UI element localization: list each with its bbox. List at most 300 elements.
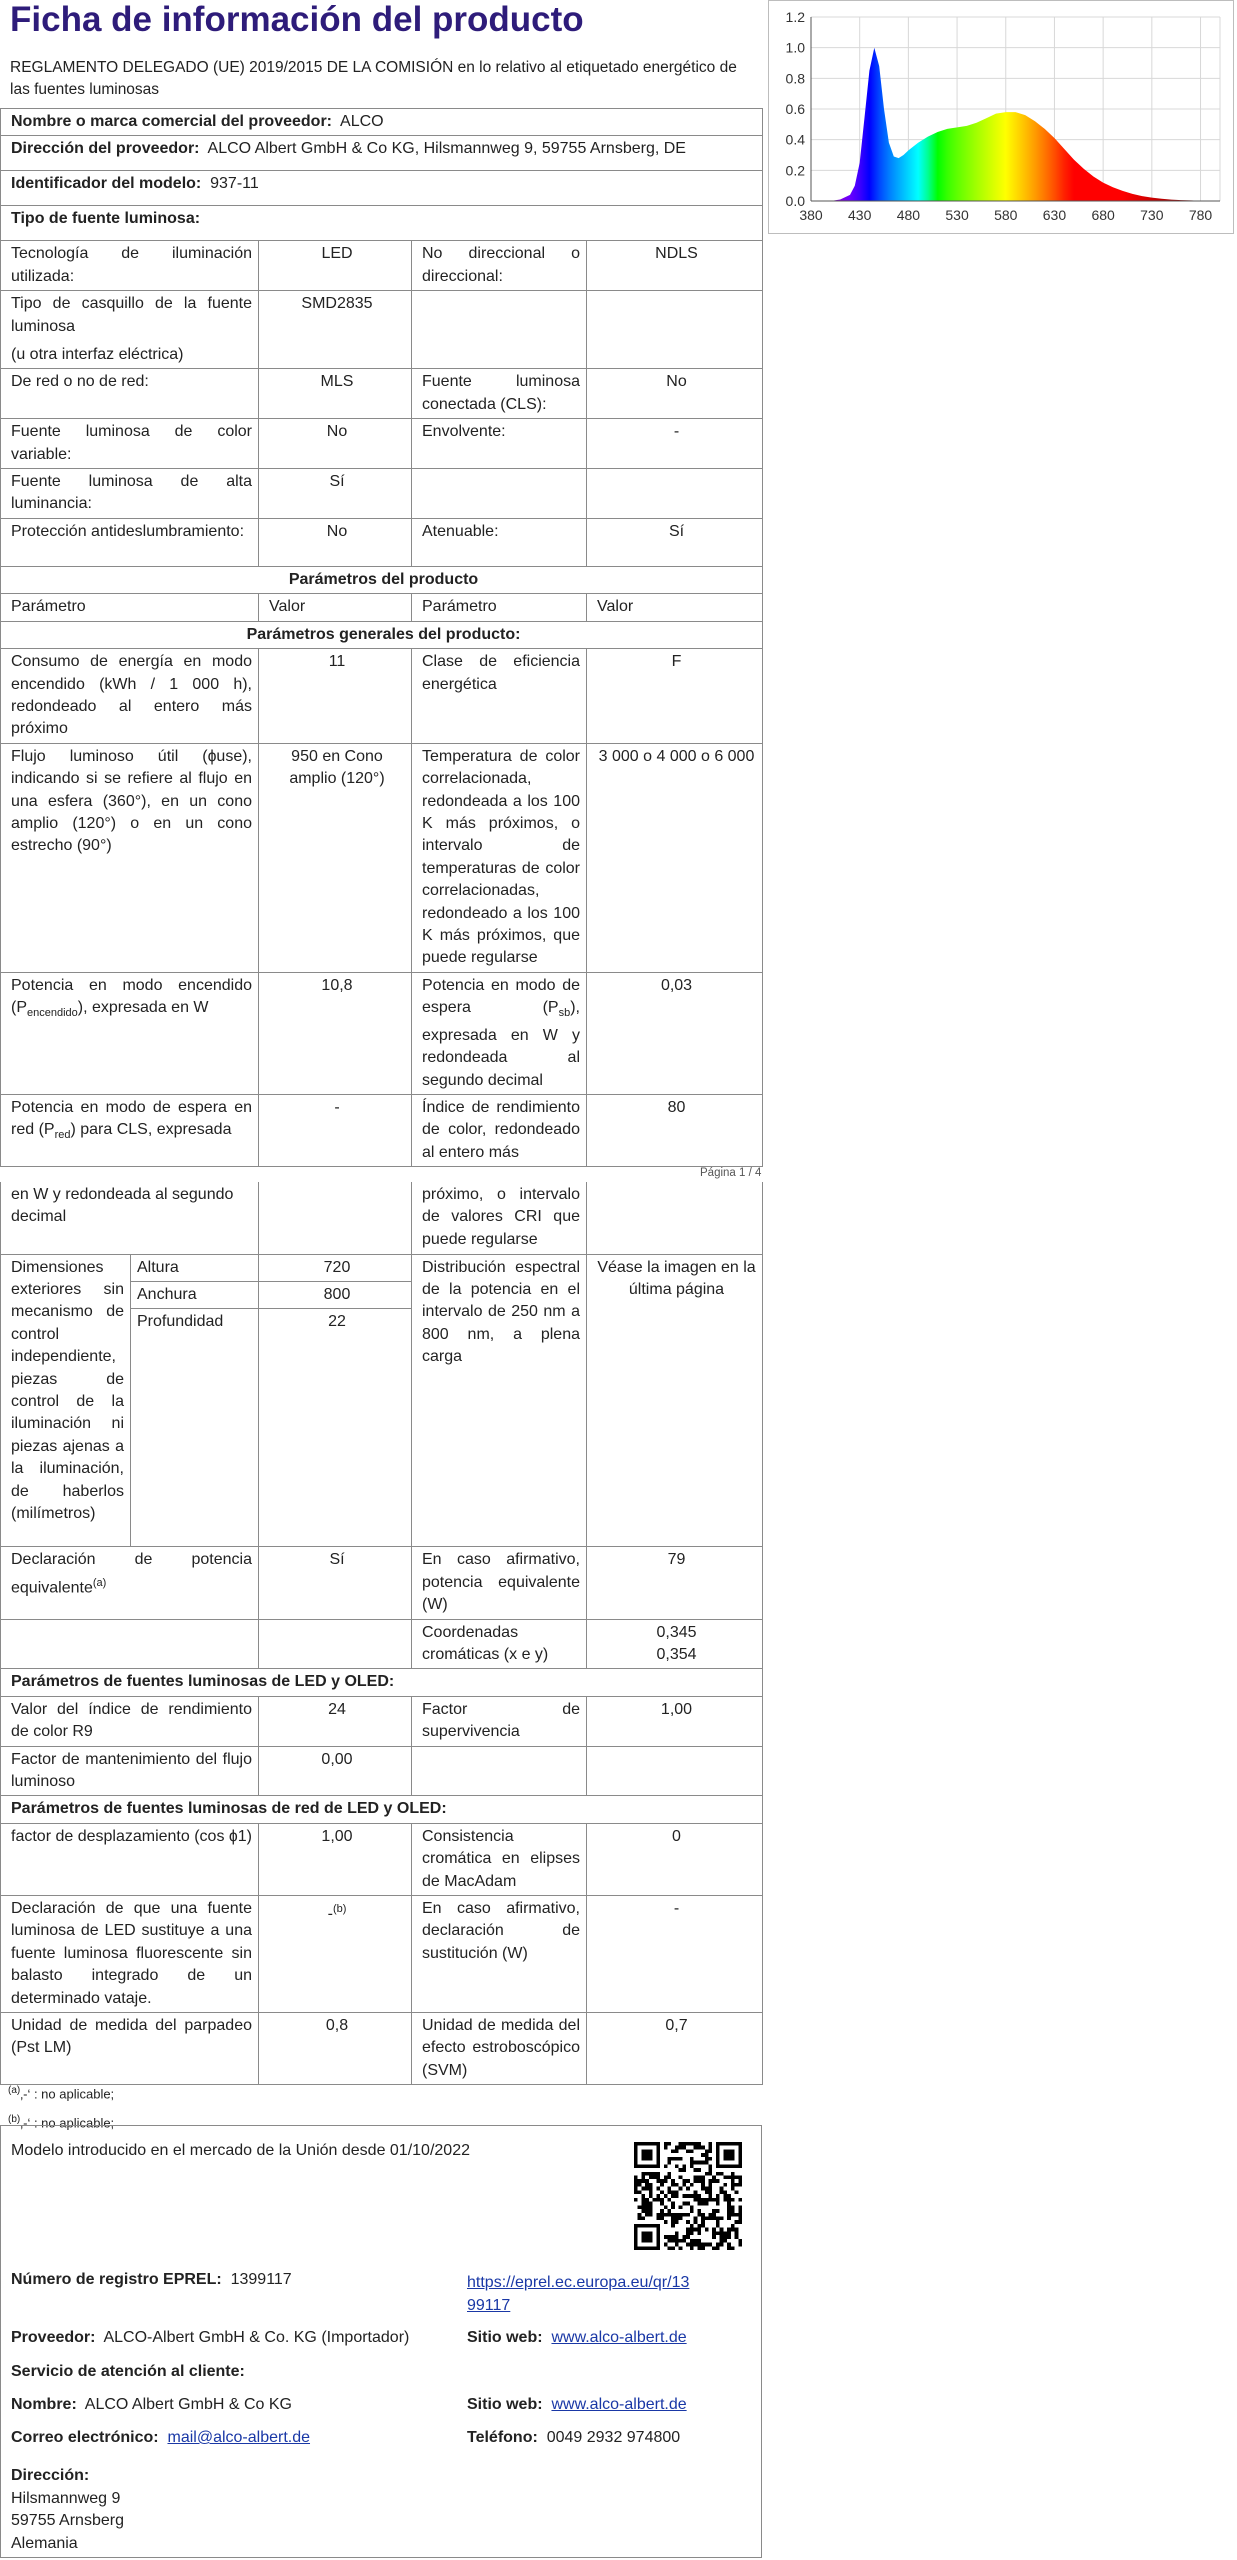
qr-module bbox=[682, 2202, 686, 2206]
qr-module bbox=[653, 2142, 657, 2146]
y-tick-label: 0.2 bbox=[785, 162, 805, 179]
qr-module bbox=[723, 2235, 727, 2239]
table-row: factor de desplazamiento (cos ɸ1) 1,00 Consistencia cromática en elipses de MacAdam 0 bbox=[1, 1823, 763, 1895]
general-parameters-heading: Parámetros generales del producto: bbox=[1, 621, 763, 648]
qr-module bbox=[660, 2202, 664, 2206]
qr-module bbox=[649, 2235, 653, 2239]
market-date: Modelo introducido en el mercado de la Unión desde 01/10/2022 bbox=[11, 2142, 470, 2159]
qr-module bbox=[668, 2246, 672, 2250]
qr-module bbox=[723, 2157, 727, 2161]
eprel-number: Número de registro EPREL: 1399117 bbox=[11, 2271, 292, 2288]
qr-module bbox=[727, 2202, 731, 2206]
qr-module bbox=[634, 2142, 638, 2146]
qr-module bbox=[694, 2190, 698, 2194]
qr-module bbox=[701, 2179, 705, 2183]
column-header-row: Parámetro Valor Parámetro Valor bbox=[1, 594, 763, 621]
qr-module bbox=[731, 2142, 735, 2146]
qr-module bbox=[675, 2213, 679, 2217]
qr-module bbox=[723, 2164, 727, 2168]
x-tick-label: 530 bbox=[945, 207, 969, 223]
qr-module bbox=[634, 2190, 638, 2194]
qr-module bbox=[705, 2161, 709, 2165]
qr-module bbox=[731, 2228, 735, 2232]
qr-module bbox=[716, 2220, 720, 2224]
qr-module bbox=[638, 2224, 642, 2228]
qr-module bbox=[649, 2202, 653, 2206]
qr-module bbox=[697, 2243, 701, 2247]
qr-module bbox=[664, 2142, 668, 2146]
qr-module bbox=[686, 2235, 690, 2239]
eprel-info-box bbox=[0, 2125, 762, 2558]
qr-module bbox=[641, 2176, 645, 2180]
qr-module bbox=[735, 2228, 739, 2232]
qr-module bbox=[649, 2231, 653, 2235]
qr-module bbox=[675, 2231, 679, 2235]
qr-module bbox=[649, 2190, 653, 2194]
qr-module bbox=[720, 2187, 724, 2191]
qr-module bbox=[686, 2220, 690, 2224]
table-row: Declaración de que una fuente luminosa de LED sustituye a una fuente luminosa fluorescente sin balasto integrado de un determinado vataje. -$^{(b)}$ En caso afirmativo, declaración de sustitución (W) - bbox=[1, 1896, 763, 2013]
qr-module bbox=[708, 2187, 712, 2191]
qr-module bbox=[738, 2157, 742, 2161]
qr-module bbox=[716, 2164, 720, 2168]
table-row: Potencia en modo encendido $(P_{encendido})$, expresada en W 10,8 Potencia en modo de espera $(P_{sb})$, expresada en W y redondeada al segundo decimal 0,03 bbox=[1, 972, 763, 1094]
qr-module bbox=[645, 2179, 649, 2183]
qr-module bbox=[697, 2224, 701, 2228]
qr-module bbox=[727, 2243, 731, 2247]
qr-module bbox=[649, 2246, 653, 2250]
qr-module bbox=[731, 2157, 735, 2161]
x-tick-label: 580 bbox=[994, 207, 1018, 223]
qr-module bbox=[720, 2216, 724, 2220]
supplier-website: Sitio web: www.alco-albert.de bbox=[467, 2329, 687, 2346]
qr-module bbox=[682, 2146, 686, 2150]
qr-module bbox=[645, 2239, 649, 2243]
supplier-address-row: Dirección del proveedor: ALCO Albert GmbH & Co KG, Hilsmannweg 9, 59755 Arnsberg, DE bbox=[1, 136, 763, 171]
qr-module bbox=[634, 2149, 638, 2153]
qr-module bbox=[656, 2142, 660, 2146]
qr-module bbox=[720, 2243, 724, 2247]
qr-module bbox=[727, 2216, 731, 2220]
qr-module bbox=[716, 2157, 720, 2161]
qr-module bbox=[690, 2149, 694, 2153]
qr-module bbox=[720, 2190, 724, 2194]
qr-module bbox=[679, 2168, 683, 2172]
qr-module bbox=[671, 2190, 675, 2194]
qr-module bbox=[641, 2194, 645, 2198]
qr-module bbox=[735, 2164, 739, 2168]
qr-module bbox=[671, 2179, 675, 2183]
qr-module bbox=[664, 2146, 668, 2150]
qr-module bbox=[641, 2231, 645, 2235]
qr-module bbox=[701, 2153, 705, 2157]
qr-module bbox=[649, 2183, 653, 2187]
supplier-line: Proveedor: ALCO-Albert GmbH & Co. KG (Importador) bbox=[11, 2329, 410, 2346]
qr-module bbox=[712, 2216, 716, 2220]
qr-module bbox=[649, 2209, 653, 2213]
qr-module bbox=[731, 2183, 735, 2187]
qr-module bbox=[649, 2176, 653, 2180]
qr-module bbox=[701, 2198, 705, 2202]
qr-module bbox=[720, 2172, 724, 2176]
qr-module bbox=[641, 2172, 645, 2176]
table-row: en W y redondeada al segundo decimal próximo, o intervalo de valores CRI que puede regularse bbox=[1, 1182, 763, 1254]
qr-module bbox=[679, 2157, 683, 2161]
qr-module bbox=[697, 2168, 701, 2172]
qr-module bbox=[712, 2176, 716, 2180]
qr-module bbox=[690, 2243, 694, 2247]
qr-module bbox=[705, 2149, 709, 2153]
qr-module bbox=[697, 2161, 701, 2165]
qr-module bbox=[727, 2198, 731, 2202]
qr-module bbox=[634, 2164, 638, 2168]
qr-module bbox=[723, 2198, 727, 2202]
qr-module bbox=[634, 2224, 638, 2228]
qr-module bbox=[645, 2231, 649, 2235]
qr-module bbox=[738, 2142, 742, 2146]
qr-module bbox=[645, 2202, 649, 2206]
qr-module bbox=[660, 2198, 664, 2202]
qr-module bbox=[682, 2213, 686, 2217]
table-row: Declaración de potencia equivalente$^{(a)}$ Sí En caso afirmativo, potencia equivalente (W) 79 bbox=[1, 1547, 763, 1619]
qr-module bbox=[653, 2224, 657, 2228]
qr-module bbox=[675, 2194, 679, 2198]
model-identifier-row: Identificador del modelo: 937-11 bbox=[1, 171, 763, 206]
qr-module bbox=[697, 2239, 701, 2243]
contact-address: Dirección: Hilsmannweg 9 59755 Arnsberg Alemania bbox=[11, 2467, 124, 2552]
qr-module bbox=[705, 2153, 709, 2157]
qr-module bbox=[668, 2157, 672, 2161]
qr-module bbox=[712, 2213, 716, 2217]
qr-module bbox=[708, 2157, 712, 2161]
qr-module bbox=[634, 2161, 638, 2165]
qr-module bbox=[708, 2164, 712, 2168]
qr-module bbox=[723, 2183, 727, 2187]
qr-module bbox=[731, 2213, 735, 2217]
qr-module bbox=[660, 2183, 664, 2187]
qr-module bbox=[638, 2142, 642, 2146]
qr-module bbox=[701, 2216, 705, 2220]
qr-module bbox=[738, 2161, 742, 2165]
qr-module bbox=[716, 2243, 720, 2247]
qr-module bbox=[720, 2228, 724, 2232]
qr-module bbox=[705, 2190, 709, 2194]
qr-module bbox=[716, 2216, 720, 2220]
qr-module bbox=[716, 2202, 720, 2206]
qr-module bbox=[671, 2202, 675, 2206]
qr-module bbox=[675, 2220, 679, 2224]
y-tick-label: 0.0 bbox=[785, 193, 805, 209]
qr-module bbox=[712, 2179, 716, 2183]
qr-module bbox=[656, 2172, 660, 2176]
qr-module bbox=[649, 2187, 653, 2191]
qr-module bbox=[738, 2209, 742, 2213]
qr-module bbox=[641, 2239, 645, 2243]
qr-module bbox=[735, 2190, 739, 2194]
qr-module bbox=[705, 2187, 709, 2191]
qr-module bbox=[723, 2194, 727, 2198]
qr-module bbox=[668, 2172, 672, 2176]
qr-module bbox=[694, 2146, 698, 2150]
qr-module bbox=[664, 2243, 668, 2247]
qr-module bbox=[634, 2157, 638, 2161]
contact-website: Sitio web: www.alco-albert.de bbox=[467, 2396, 687, 2413]
qr-module bbox=[682, 2194, 686, 2198]
qr-module bbox=[645, 2172, 649, 2176]
qr-module bbox=[686, 2142, 690, 2146]
qr-module bbox=[701, 2224, 705, 2228]
qr-module bbox=[656, 2239, 660, 2243]
qr-module bbox=[675, 2239, 679, 2243]
qr-module bbox=[671, 2205, 675, 2209]
table-row: Factor de mantenimiento del flujo luminoso 0,00 bbox=[1, 1746, 763, 1796]
table-row: Tecnología de iluminación utilizada: LED No direccional o direccional: NDLS bbox=[1, 241, 763, 291]
qr-module bbox=[720, 2142, 724, 2146]
qr-module bbox=[660, 2179, 664, 2183]
qr-module bbox=[649, 2153, 653, 2157]
qr-module bbox=[697, 2231, 701, 2235]
x-tick-label: 430 bbox=[848, 207, 872, 223]
qr-module bbox=[723, 2176, 727, 2180]
qr-module bbox=[634, 2235, 638, 2239]
qr-module bbox=[645, 2213, 649, 2217]
qr-module bbox=[645, 2235, 649, 2239]
qr-module bbox=[738, 2239, 742, 2243]
x-tick-label: 780 bbox=[1188, 207, 1213, 223]
qr-module bbox=[679, 2176, 683, 2180]
qr-module bbox=[656, 2157, 660, 2161]
qr-module bbox=[679, 2146, 683, 2150]
qr-module bbox=[679, 2142, 683, 2146]
x-tick-label: 730 bbox=[1140, 207, 1164, 223]
qr-module bbox=[720, 2231, 724, 2235]
product-table-page-2 bbox=[0, 1182, 763, 2085]
y-tick-label: 0.8 bbox=[785, 70, 805, 87]
eprel-link[interactable]: https://eprel.ec.europa.eu/qr/13 99117 bbox=[467, 2274, 690, 2314]
qr-module bbox=[656, 2243, 660, 2247]
qr-module bbox=[653, 2172, 657, 2176]
website-link[interactable]: www.alco-albert.de bbox=[551, 2329, 687, 2346]
qr-module bbox=[720, 2235, 724, 2239]
qr-module bbox=[638, 2164, 642, 2168]
qr-module bbox=[712, 2231, 716, 2235]
qr-module bbox=[712, 2198, 716, 2202]
qr-module bbox=[664, 2213, 668, 2217]
qr-module bbox=[701, 2176, 705, 2180]
y-tick-label: 1.0 bbox=[785, 39, 805, 56]
table-row: Anchura 800 bbox=[1, 1281, 763, 1308]
footnote-b: $^{(b)}$‚-‘ : no aplicable; bbox=[8, 2114, 115, 2131]
qr-module bbox=[738, 2213, 742, 2217]
qr-module bbox=[664, 2164, 668, 2168]
qr-module bbox=[641, 2198, 645, 2202]
qr-module bbox=[735, 2142, 739, 2146]
qr-module bbox=[653, 2198, 657, 2202]
supplier-name-row: Nombre o marca comercial del proveedor: ALCO bbox=[1, 109, 763, 136]
qr-module bbox=[697, 2142, 701, 2146]
qr-module bbox=[690, 2142, 694, 2146]
qr-module bbox=[727, 2205, 731, 2209]
qr-module bbox=[675, 2216, 679, 2220]
table-row: Coordenadas cromáticas (x e y) 0,345 0,354 bbox=[1, 1619, 763, 1669]
qr-module bbox=[694, 2142, 698, 2146]
qr-module bbox=[690, 2239, 694, 2243]
qr-code-icon[interactable] bbox=[634, 2142, 742, 2250]
qr-module bbox=[645, 2153, 649, 2157]
y-tick-label: 0.4 bbox=[785, 131, 805, 148]
qr-module bbox=[712, 2228, 716, 2232]
qr-module bbox=[671, 2194, 675, 2198]
qr-module bbox=[708, 2168, 712, 2172]
qr-module bbox=[649, 2239, 653, 2243]
email-link[interactable]: mail@alco-albert.de bbox=[167, 2429, 311, 2446]
qr-module bbox=[638, 2213, 642, 2217]
qr-module bbox=[738, 2183, 742, 2187]
qr-module bbox=[641, 2216, 645, 2220]
qr-module bbox=[712, 2235, 716, 2239]
qr-module bbox=[727, 2164, 731, 2168]
qr-module bbox=[690, 2205, 694, 2209]
qr-module bbox=[668, 2209, 672, 2213]
qr-module bbox=[668, 2213, 672, 2217]
qr-module bbox=[690, 2228, 694, 2232]
qr-module bbox=[660, 2213, 664, 2217]
qr-module bbox=[656, 2224, 660, 2228]
qr-module bbox=[694, 2198, 698, 2202]
qr-module bbox=[686, 2179, 690, 2183]
qr-module bbox=[671, 2224, 675, 2228]
qr-module bbox=[723, 2190, 727, 2194]
qr-module bbox=[656, 2235, 660, 2239]
qr-module bbox=[738, 2149, 742, 2153]
qr-module bbox=[735, 2213, 739, 2217]
qr-module bbox=[645, 2183, 649, 2187]
qr-module bbox=[708, 2149, 712, 2153]
qr-module bbox=[712, 2209, 716, 2213]
qr-module bbox=[731, 2153, 735, 2157]
qr-module bbox=[682, 2142, 686, 2146]
qr-module bbox=[634, 2198, 638, 2202]
qr-module bbox=[656, 2228, 660, 2232]
qr-module bbox=[656, 2231, 660, 2235]
qr-module bbox=[690, 2224, 694, 2228]
qr-module bbox=[738, 2153, 742, 2157]
qr-module bbox=[649, 2194, 653, 2198]
qr-module bbox=[671, 2246, 675, 2250]
qr-module bbox=[682, 2239, 686, 2243]
qr-module bbox=[731, 2172, 735, 2176]
qr-module bbox=[731, 2209, 735, 2213]
qr-module bbox=[738, 2216, 742, 2220]
qr-module bbox=[701, 2202, 705, 2206]
qr-module bbox=[656, 2149, 660, 2153]
qr-module bbox=[727, 2142, 731, 2146]
qr-module bbox=[656, 2198, 660, 2202]
qr-module bbox=[738, 2205, 742, 2209]
qr-module bbox=[656, 2246, 660, 2250]
y-tick-label: 0.6 bbox=[785, 101, 805, 117]
contact-email: Correo electrónico: mail@alco-albert.de bbox=[11, 2429, 311, 2446]
contact-name: Nombre: ALCO Albert GmbH & Co KG bbox=[11, 2396, 292, 2413]
qr-module bbox=[694, 2179, 698, 2183]
qr-module bbox=[716, 2149, 720, 2153]
qr-module bbox=[634, 2239, 638, 2243]
qr-module bbox=[701, 2161, 705, 2165]
qr-module bbox=[656, 2146, 660, 2150]
qr-module bbox=[723, 2142, 727, 2146]
qr-module bbox=[697, 2228, 701, 2232]
table-row: Dimensiones exteriores sin mecanismo de control independiente, piezas de control de la iluminación ni piezas ajenas a la iluminación, de haberlos (milímetros) Altura 720 Distribución espectral de la potencia en el intervalo de 250 nm a 800 nm, a plena carga Véase la imagen en la última página bbox=[1, 1254, 763, 1281]
light-source-type-heading: Tipo de fuente luminosa: bbox=[1, 206, 763, 241]
qr-module bbox=[671, 2213, 675, 2217]
qr-module bbox=[645, 2142, 649, 2146]
qr-module bbox=[668, 2176, 672, 2180]
qr-module bbox=[682, 2235, 686, 2239]
qr-module bbox=[682, 2179, 686, 2183]
qr-module bbox=[731, 2179, 735, 2183]
qr-module bbox=[727, 2209, 731, 2213]
website-link[interactable]: www.alco-albert.de bbox=[551, 2396, 687, 2413]
qr-module bbox=[723, 2239, 727, 2243]
qr-module bbox=[690, 2161, 694, 2165]
qr-module bbox=[671, 2235, 675, 2239]
qr-module bbox=[638, 2246, 642, 2250]
qr-module bbox=[727, 2228, 731, 2232]
qr-module bbox=[645, 2198, 649, 2202]
qr-module bbox=[697, 2179, 701, 2183]
qr-module bbox=[731, 2187, 735, 2191]
table-row: Fuente luminosa de alta luminancia: Sí bbox=[1, 469, 763, 519]
qr-module bbox=[694, 2220, 698, 2224]
qr-module bbox=[641, 2142, 645, 2146]
qr-module bbox=[727, 2176, 731, 2180]
qr-module bbox=[731, 2246, 735, 2250]
qr-module bbox=[679, 2213, 683, 2217]
qr-module bbox=[738, 2243, 742, 2247]
qr-module bbox=[634, 2179, 638, 2183]
led-parameters-heading: Parámetros de fuentes luminosas de LED y OLED: bbox=[1, 1669, 763, 1696]
qr-module bbox=[656, 2164, 660, 2168]
qr-module bbox=[634, 2228, 638, 2232]
x-tick-label: 680 bbox=[1091, 207, 1115, 223]
qr-module bbox=[716, 2246, 720, 2250]
x-tick-label: 380 bbox=[799, 207, 823, 223]
qr-module bbox=[708, 2172, 712, 2176]
qr-module bbox=[634, 2246, 638, 2250]
qr-module bbox=[705, 2202, 709, 2206]
qr-module bbox=[735, 2176, 739, 2180]
table-row: Profundidad 22 bbox=[1, 1309, 763, 1547]
qr-module bbox=[727, 2149, 731, 2153]
qr-module bbox=[675, 2157, 679, 2161]
qr-module bbox=[716, 2209, 720, 2213]
qr-module bbox=[716, 2146, 720, 2150]
qr-module bbox=[645, 2157, 649, 2161]
qr-module bbox=[645, 2187, 649, 2191]
qr-module bbox=[716, 2161, 720, 2165]
qr-module bbox=[668, 2198, 672, 2202]
qr-module bbox=[668, 2239, 672, 2243]
qr-module bbox=[705, 2243, 709, 2247]
qr-module bbox=[697, 2202, 701, 2206]
spectral-distribution-chart bbox=[768, 0, 1234, 234]
qr-module bbox=[723, 2149, 727, 2153]
qr-module bbox=[701, 2146, 705, 2150]
qr-module bbox=[731, 2205, 735, 2209]
qr-module bbox=[641, 2202, 645, 2206]
qr-module bbox=[708, 2213, 712, 2217]
qr-module bbox=[641, 2224, 645, 2228]
